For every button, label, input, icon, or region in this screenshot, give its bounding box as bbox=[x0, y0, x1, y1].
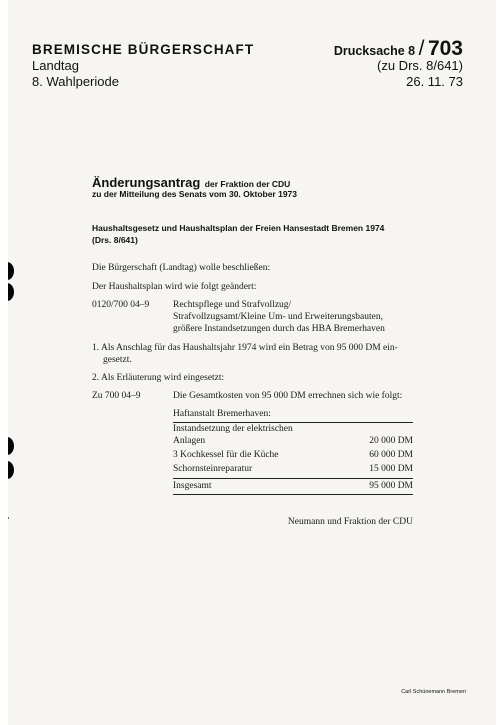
motion-subtitle: zu der Mitteilung des Senats vom 30. Oktober 1973 bbox=[92, 189, 298, 199]
punch-hole bbox=[8, 262, 14, 280]
budget-item-line: Strafvollzugsamt/Kleine Um- und Erweiterungsbauten, bbox=[173, 312, 384, 322]
cost-item-amount: 60 000 DM bbox=[369, 450, 413, 460]
motion-title-by: der Fraktion der CDU bbox=[204, 179, 291, 189]
document-prefix: Drucksache 8 bbox=[333, 44, 416, 58]
budget-item-line: Rechtspflege und Strafvollzug/ bbox=[173, 300, 292, 310]
facility-name: Haftanstalt Bremerhaven: bbox=[173, 409, 271, 419]
change-intro: Der Haushaltsplan wird wie folgt geändert: bbox=[92, 282, 257, 292]
legislative-period: 8. Wahlperiode bbox=[32, 74, 119, 89]
cost-item-amount: 15 000 DM bbox=[369, 464, 413, 474]
total-amount: 95 000 DM bbox=[369, 481, 413, 491]
punch-hole bbox=[8, 283, 14, 301]
total-label: Insgesamt bbox=[173, 481, 212, 491]
speck bbox=[8, 517, 9, 519]
document-page bbox=[8, 0, 496, 725]
printer-imprint: Carl Schünemann Bremen bbox=[401, 689, 466, 695]
point-1: 1. Als Anschlag für das Haushaltsjahr 1974 wird ein Betrag von 95 000 DM ein- bbox=[92, 343, 398, 353]
cost-item-label: 3 Kochkessel für die Küche bbox=[173, 450, 279, 460]
date: 26. 11. 73 bbox=[406, 74, 463, 89]
cost-item-label: Instandsetzung der elektrischen bbox=[173, 424, 293, 434]
document-number-value: 703 bbox=[427, 37, 463, 60]
subject-line-2: (Drs. 8/641) bbox=[92, 235, 138, 245]
cost-item-label: Schornsteinreparatur bbox=[173, 464, 253, 474]
explanation-code: Zu 700 04–9 bbox=[92, 391, 141, 401]
org-name: BREMISCHE BÜRGERSCHAFT bbox=[32, 42, 255, 57]
cost-item-amount: 20 000 DM bbox=[369, 436, 413, 446]
point-1-cont: gesetzt. bbox=[103, 355, 132, 365]
motion-title-main: Änderungsantrag bbox=[92, 175, 201, 190]
cost-item-label: Anlagen bbox=[173, 436, 206, 446]
divider bbox=[173, 422, 413, 423]
subject-line-1: Haushaltsgesetz und Haushaltsplan der Freien Hansestadt Bremen 1974 bbox=[92, 223, 385, 233]
resolution-intro: Die Bürgerschaft (Landtag) wolle beschließen: bbox=[92, 263, 271, 273]
total-underline bbox=[173, 494, 413, 495]
budget-item-code: 0120/700 04–9 bbox=[92, 300, 150, 310]
punch-hole bbox=[8, 461, 14, 479]
costs-intro: Die Gesamtkosten von 95 000 DM errechnen sich wie folgt: bbox=[173, 391, 403, 401]
budget-item-line: größere Instandsetzungen durch das HBA Bremerhaven bbox=[173, 324, 385, 334]
point-2: 2. Als Erläuterung wird eingesetzt: bbox=[92, 373, 225, 383]
punch-hole bbox=[8, 437, 14, 455]
signature: Neumann und Fraktion der CDU bbox=[287, 517, 413, 527]
document-slash: / bbox=[418, 37, 425, 60]
total-divider bbox=[173, 478, 413, 479]
chamber-name: Landtag bbox=[32, 58, 79, 73]
reference: (zu Drs. 8/641) bbox=[377, 58, 463, 73]
